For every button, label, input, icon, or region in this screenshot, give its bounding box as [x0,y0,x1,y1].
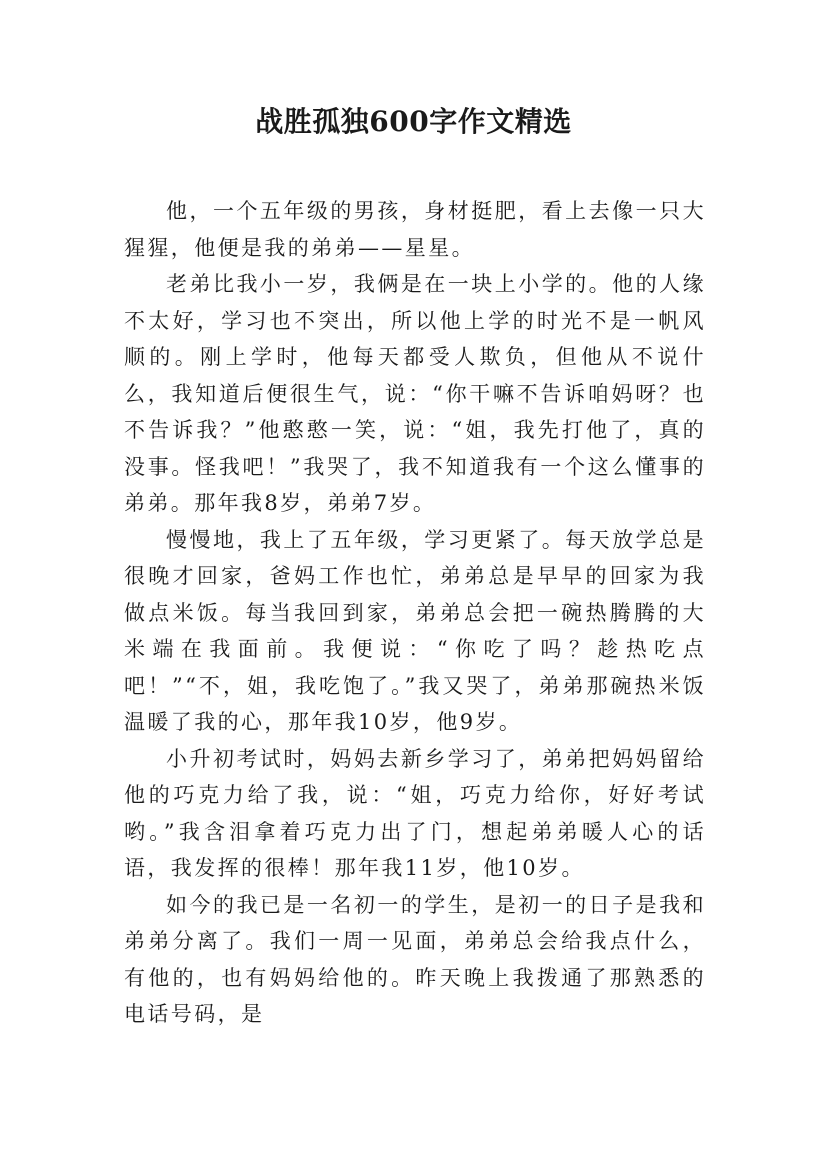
paragraph: 他，一个五年级的男孩，身材挺肥，看上去像一只大猩猩，他便是我的弟弟——星星。 [124,199,706,260]
paragraph: 如今的我已是一名初一的学生，是初一的日子是我和弟弟分离了。我们一周一见面，弟弟总会给我点什么，有他的，也有妈妈给他的。昨天晚上我拨通了那熟悉的电话号码，是 [124,892,706,1026]
document-body [124,193,706,1033]
document-title: 战胜孤独600字作文精选 [255,105,572,138]
paragraph: 老弟比我小一岁，我俩是在一块上小学的。他的人缘不太好，学习也不突出，所以他上学的时光不是一帆风顺的。刚上学时，他每天都受人欺负，但他从不说什么，我知道后便很生气，说：“你干嘛不告诉咱妈呀？也不告诉我？”他憨憨一笑，说：“姐，我先打他了，真的没事。怪我吧！”我哭了，我不知道我有一个这么懂事的弟弟。那年我8岁，弟弟7岁。 [124,272,706,515]
paragraph: 小升初考试时，妈妈去新乡学习了，弟弟把妈妈留给他的巧克力给了我，说：“姐，巧克力给你，好好考试哟。”我含泪拿着巧克力出了门，想起弟弟暖人心的话语，我发挥的很棒！那年我11岁，他10岁。 [124,746,706,880]
paragraph: 慢慢地，我上了五年级，学习更紧了。每天放学总是很晚才回家，爸妈工作也忙，弟弟总是早早的回家为我做点米饭。每当我回到家，弟弟总会把一碗热腾腾的大米端在我面前。我便说：“你吃了吗？趁热吃点吧！”“不，姐，我吃饱了。”我又哭了，弟弟那碗热米饭温暖了我的心，那年我10岁，他9岁。 [124,527,706,734]
